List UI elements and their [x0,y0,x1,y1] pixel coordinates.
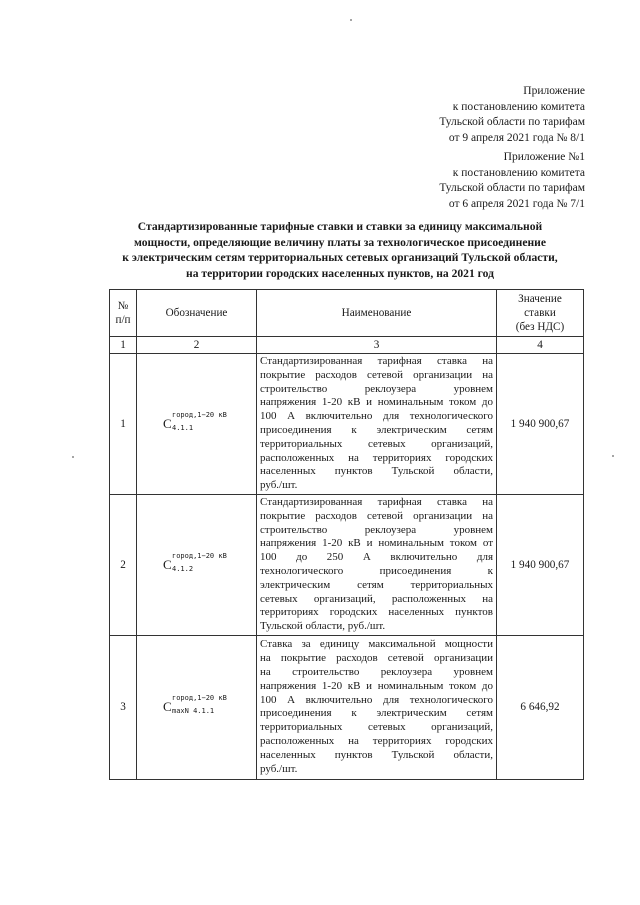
name-line: покрытие расходов сетевой организации на [260,509,493,522]
tariff-table [109,289,584,780]
row-number: 1 [110,354,137,495]
rate-name [257,354,497,495]
name-line: 100 А включительно для технологического [260,693,493,706]
name-line: напряжения 1-20 кВ и номинальным током до [260,679,493,692]
header-designation: Обозначение [137,290,257,337]
appendix-line: Приложение [523,85,585,97]
name-line: покрытие расходов сетевой организации на [260,368,493,381]
name-line: присоединения к электрическим сетям [260,707,493,720]
appendix-line: от 6 апреля 2021 года № 7/1 [448,197,585,210]
rate-name [257,494,497,635]
appendix-line: Приложение №1 [503,151,585,163]
header-value-line: ставки [524,307,556,319]
scan-speck [350,19,352,21]
name-line: строительство реклоузера уровнем [260,523,493,536]
header-name: Наименование [257,290,497,337]
appendix-header-2 [439,150,585,212]
name-line: 100 до 250 А включительно для [260,551,493,564]
name-line: расположенных на территориях городских [260,735,493,748]
rate-name [257,635,497,779]
symbol-base: C [163,415,172,431]
name-line: напряжения 1-20 кВ и номинальным током от [260,537,493,550]
column-index-row [110,337,584,354]
title-line: к электрическим сетям территориальных сетевых организаций Тульской области, [122,251,558,264]
column-index: 4 [497,337,584,354]
appendix-header-1 [439,84,585,146]
name-line: Стандартизированная тарифная ставка на [260,355,493,367]
name-line: напряжения 1-20 кВ и номинальным током до [260,396,493,409]
symbol-superscript: город,1−20 кВ [172,410,227,419]
appendix-line: Тульской области по тарифам [439,182,585,194]
title-line: Стандартизированные тарифные ставки и ставки за единицу максимальной [137,220,543,233]
name-line: населенных пунктов Тульской области, [260,465,493,478]
symbol-superscript: город,1−20 кВ [172,551,227,560]
table-row [110,354,584,495]
name-line: расположенных на территориях городских [260,451,493,464]
column-index: 2 [137,337,257,354]
appendix-line: к постановлению комитета [452,100,585,113]
header-num [110,290,137,337]
rate-symbol [163,551,227,573]
name-line: населенных пунктов Тульской области, [260,748,493,761]
header-num-line: п/п [115,314,131,326]
symbol-subscript: maxN 4.1.1 [172,707,215,716]
rate-designation [137,494,257,635]
rate-designation [137,354,257,495]
name-line: сетевых организаций, расположенных на [260,592,493,605]
name-line: 100 А включительно для технологического [260,410,493,423]
appendix-line: к постановлению комитета [452,166,585,179]
name-line-last: Тульской области, руб./шт. [260,620,386,633]
column-index: 1 [110,337,137,354]
table-row [110,635,584,779]
rate-value: 1 940 900,67 [497,354,584,495]
row-number: 2 [110,494,137,635]
rate-symbol [163,410,227,432]
name-line: Стандартизированная тарифная ставка на [260,495,493,508]
name-line-last: руб./шт. [260,479,298,492]
row-number: 3 [110,635,137,779]
title-line: мощности, определяющие величину платы за технологическое присоединение [133,235,546,249]
symbol-base: C [163,556,172,572]
name-line: электрическим сетям территориальных [260,578,493,591]
name-line: на покрытие расходов сетевой организации [260,652,493,665]
name-line: технологического присоединения к [260,564,493,577]
table-row [110,494,584,635]
table-header-row [110,290,584,337]
header-num-line: № [117,300,129,312]
header-value-line: Значение [518,293,562,305]
appendix-line: Тульской области по тарифам [439,116,585,128]
header-value [497,290,584,337]
rate-value: 1 940 900,67 [497,494,584,635]
name-line: строительство реклоузера уровнем [260,382,493,395]
appendix-line: от 9 апреля 2021 года № 8/1 [448,131,585,144]
scan-speck [72,456,74,458]
name-line: территориальных сетевых организаций, [260,437,493,450]
name-line: на строительство реклоузера уровнем [260,666,493,679]
symbol-superscript: город,1−20 кВ [172,694,227,703]
document-title [95,219,585,281]
name-line: территориях городских населенных пунктов [260,606,493,619]
name-line: территориальных сетевых организаций, [260,721,493,734]
symbol-base: C [163,699,172,715]
symbol-subscript: 4.1.2 [172,564,194,573]
name-line-last: руб./шт. [260,762,298,775]
name-line: присоединения к электрическим сетям [260,423,493,436]
rate-designation [137,635,257,779]
title-line: на территории городских населенных пунктов, на 2021 год [186,266,494,280]
symbol-subscript: 4.1.1 [172,423,194,432]
rate-value: 6 646,92 [497,635,584,779]
header-value-line: (без НДС) [515,321,565,333]
column-index: 3 [257,337,497,354]
name-line: Ставка за единицу максимальной мощности [260,638,493,651]
scan-speck [612,455,614,457]
rate-symbol [163,694,227,716]
